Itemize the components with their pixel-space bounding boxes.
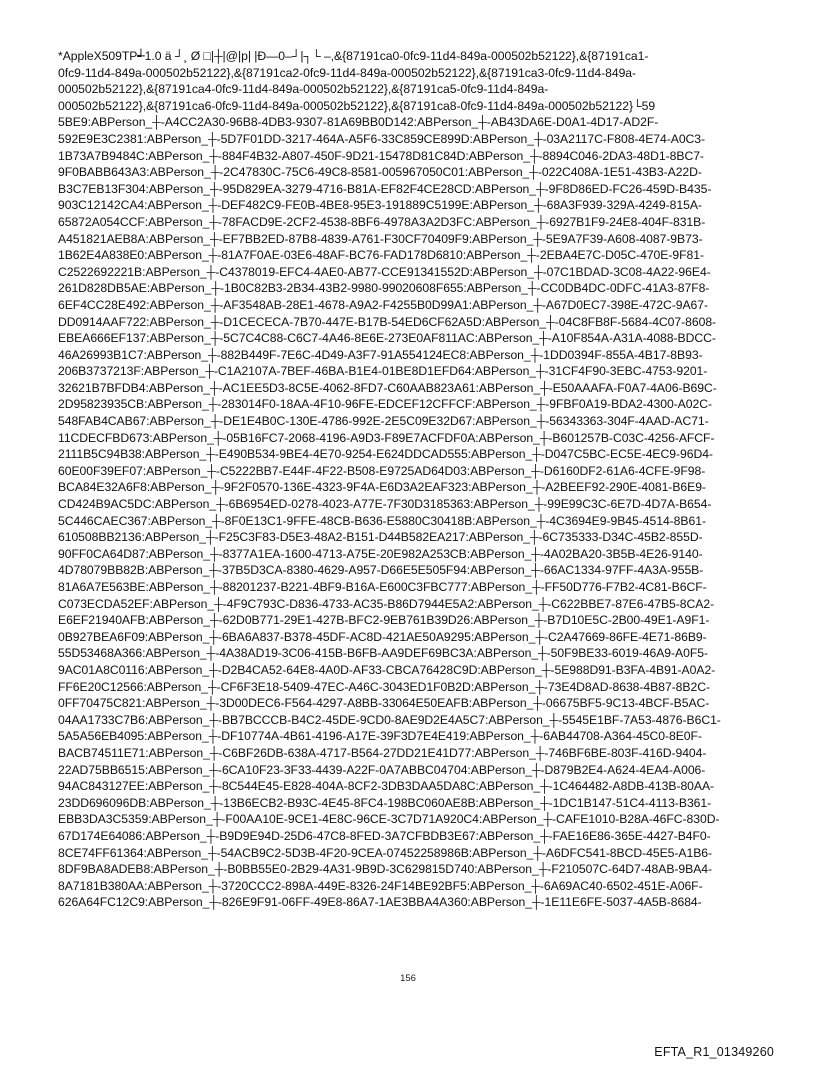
text-line: CD424B9AC5DC:ABPerson_┼-6B6954ED-0278-4023-A77E-7F30D3185363:ABPerson_┼-99E99C3C-6E7D-4D7A-B654- bbox=[58, 497, 712, 512]
text-line: B3C7EB13F304:ABPerson_┼-95D829EA-3279-4716-B81A-EF82F4CE28CD:ABPerson_┼-9F8D86ED-FC26-459D-B435- bbox=[58, 181, 712, 196]
text-line: 94AC843127EE:ABPerson_┼-8C544E45-E828-404A-8CF2-3DB3DAA5DA8C:ABPerson_┼-1C464482-A8DB-413B-80AA- bbox=[58, 779, 715, 794]
text-line: 60E00F39EF07:ABPerson_┼-C5222BB7-E44F-4F22-B508-E9725AD64D03:ABPerson_┼-D6160DF2-61A6-4CFE-9F98- bbox=[58, 463, 706, 478]
text-line: BACB74511E71:ABPerson_┼-C6BF26DB-638A-4717-B564-27DD21E41D77:ABPerson_┼-746BF6BE-803F-416D-9404- bbox=[58, 745, 707, 760]
text-line: 1B73A7B9484C:ABPerson_┼-884F4B32-A807-450F-9D21-15478D81C84D:ABPerson_┼-8894C046-2DA3-48D1-8BC7- bbox=[58, 148, 704, 163]
text-line: 2D95823935CB:ABPerson_┼-283014F0-18AA-4F10-96FE-EDCEF12CFFCF:ABPerson_┼-9FBF0A19-BDA2-4300-A02C- bbox=[58, 397, 712, 412]
text-line: 65872A054CCF:ABPerson_┼-78FACD9E-2CF2-4538-8BF6-4978A3A2D3FC:ABPerson_┼-6927B1F9-24E8-404F-831B- bbox=[58, 214, 706, 229]
text-line: E6EF21940AFB:ABPerson_┼-62D0B771-29E1-427B-BFC2-9EB761B39D26:ABPerson_┼-B7D10E5C-2B00-49E1-A9F1- bbox=[58, 613, 710, 628]
text-line: 0fc9-11d4-849a-000502b52122},&{87191ca2-0fc9-11d4-849a-000502b52122},&{87191ca3-0fc9-11d4-849a- bbox=[58, 65, 637, 80]
text-line: A451821AEB8A:ABPerson_┼-EF7BB2ED-87B8-4839-A761-F30CF70409F9:ABPerson_┼-5E9A7F39-A608-4087-9B73- bbox=[58, 231, 703, 246]
text-line: 6EF4CC28E492:ABPerson_┼-AF3548AB-28E1-4678-A9A2-F4255B0D99A1:ABPerson_┼-A67D0EC7-398E-472C-9A67- bbox=[58, 297, 708, 312]
text-line: 626A64FC12C9:ABPerson_┼-826E9F91-06FF-49E8-86A7-1AE3BBA4A360:ABPerson_┼-1E11E6FE-5037-4A5B-8684- bbox=[58, 895, 702, 910]
text-line: 32621B7BFDB4:ABPerson_┼-AC1EE5D3-8C5E-4062-8FD7-C60AAB823A61:ABPerson_┼-E50AAAFA-F0A7-4A06-B69C- bbox=[58, 380, 717, 395]
text-line: 1B62E4A838E0:ABPerson_┼-81A7F0AE-03E6-48AF-BC76-FAD178D6810:ABPerson_┼-2EBA4E7C-D05C-470E-9F81- bbox=[58, 248, 704, 263]
text-line: 8CE74FF61364:ABPerson_┼-54ACB9C2-5D3B-4F20-9CEA-07452258986B:ABPerson_┼-A6DFC541-8BCD-45E5-A1B6- bbox=[58, 845, 713, 860]
text-line: 9AC01A8C0116:ABPerson_┼-D2B4CA52-64E8-4A0D-AF33-CBCA76428C9D:ABPerson_┼-5E988D91-B3FA-4B91-A0A2- bbox=[58, 662, 716, 677]
text-line: 206B3737213F:ABPerson_┼-C1A2107A-7BEF-46BA-B1E4-01BE8D1EFD64:ABPerson_┼-31CF4F90-3EBC-4753-9201- bbox=[58, 364, 708, 379]
text-line: EBEA666EF137:ABPerson_┼-5C7C4C88-C6C7-4A46-8E6E-273E0AF811AC:ABPerson_┼-A10F854A-A31A-4088-BDCC- bbox=[58, 331, 716, 346]
text-line: 23DD696096DB:ABPerson_┼-13B6ECB2-B93C-4E45-8FC4-198BC060AE8B:ABPerson_┼-1DC1B147-51C4-4113-B361- bbox=[58, 795, 712, 810]
page-number: 156 bbox=[400, 973, 416, 984]
text-line: 55D53468A366:ABPerson_┼-4A38AD19-3C06-415B-B6FB-AA9DEF69BC3A:ABPerson_┼-50F9BE33-6019-46A9-A0F5- bbox=[58, 646, 708, 661]
text-line: 9F0BABB643A3:ABPerson_┼-2C47830C-75C6-49C8-8581-005967050C01:ABPerson_┼-022C408A-1E51-43B3-A22D- bbox=[58, 165, 702, 180]
text-line: 548FAB4CAB67:ABPerson_┼-DE1E4B0C-130E-4786-992E-2E5C09E32D67:ABPerson_┼-56343363-304F-4AAD-AC71- bbox=[58, 414, 709, 429]
text-line: DD0914AAF722:ABPerson_┼-D1CECECA-7B70-447E-B17B-54ED6CF62A5D:ABPerson_┼-04C8FB8F-5684-4C07-8608- bbox=[58, 314, 717, 329]
text-line: 2111B5C94B38:ABPerson_┼-E490B534-9BE4-4E70-9254-E624DDCAD555:ABPerson_┼-D047C5BC-EC5E-4EC9-96D4- bbox=[58, 447, 713, 462]
text-line: EBB3DA3C5359:ABPerson_┼-F00AA10E-9CE1-4E8C-96CE-3C7D71A920C4:ABPerson_┼-CAFE1010-B28A-46FC-830D- bbox=[58, 812, 720, 827]
text-line: 903C12142CA4:ABPerson_┼-DEF482C9-FE0B-4BE8-95E3-191889C5199E:ABPerson_┼-68A3F939-329A-4249-815A- bbox=[58, 198, 702, 213]
text-line: 000502b52122},&{87191ca4-0fc9-11d4-849a-000502b52122},&{87191ca5-0fc9-11d4-849a- bbox=[58, 82, 549, 97]
text-line: 0B927BEA6F09:ABPerson_┼-6BA6A837-B378-45DF-AC8D-421AE50A9295:ABPerson_┼-C2A47669-86FE-4E71-86B9- bbox=[58, 629, 707, 644]
text-line: 04AA1733C7B6:ABPerson_┼-BB7BCCCB-B4C2-45DE-9CD0-8AE9D2E4A5C7:ABPerson_┼-5545E1BF-7A53-4876-B6C1- bbox=[58, 712, 721, 727]
text-line: 261D828DB5AE:ABPerson_┼-1B0C82B3-2B34-43B2-9980-99020608F655:ABPerson_┼-CC0DB4DC-0DFC-41A3-87F8- bbox=[58, 281, 710, 296]
text-line: 11CDECFBD673:ABPerson_┼-05B16FC7-2068-4196-A9D3-F89E7ACFDF0A:ABPerson_┼-B601257B-C03C-4256-AFCF- bbox=[58, 430, 715, 445]
text-line: 5A5A56EB4095:ABPerson_┼-DF10774A-4B61-4196-A17E-39F3D7E4E419:ABPerson_┼-6AB44708-A364-45C0-8E0F- bbox=[58, 729, 702, 744]
text-line: C2522692221B:ABPerson_┼-C4378019-EFC4-4AE0-AB77-CCE91341552D:ABPerson_┼-07C1BDAD-3C08-4A22-96E4- bbox=[58, 264, 711, 279]
text-line: 000502b52122},&{87191ca6-0fc9-11d4-849a-000502b52122},&{87191ca8-0fc9-11d4-849a-000502b52122}└59 bbox=[58, 98, 656, 113]
text-line: 592E9E3C2381:ABPerson_┼-5D7F01DD-3217-464A-A5F6-33C859CE899D:ABPerson_┼-03A2117C-F808-4E74-A0C3- bbox=[58, 131, 706, 146]
bates-number: EFTA_R1_01349260 bbox=[654, 1045, 774, 1059]
text-line: C073ECDA52EF:ABPerson_┼-4F9C793C-D836-4733-AC35-B86D7944E5A2:ABPerson_┼-C622BBE7-87E6-47B5-8CA2- bbox=[58, 596, 715, 611]
text-line: BCA84E32A6F8:ABPerson_┼-9F2F0570-136E-4323-9F4A-E6D3A2EAF323:ABPerson_┼-A2BEEF92-290E-4081-B6E9- bbox=[58, 480, 706, 495]
text-line: 5C446CAEC367:ABPerson_┼-8F0E13C1-9FFE-48CB-B636-E5880C30418B:ABPerson_┼-4C3694E9-9B45-4514-8B61- bbox=[58, 513, 706, 528]
document-body-text bbox=[58, 48, 766, 911]
text-line: 90FF0CA64D87:ABPerson_┼-8377A1EA-1600-4713-A75E-20E982A253CB:ABPerson_┼-4A02BA20-3B5B-4E26-9140- bbox=[58, 546, 703, 561]
text-line: 8DF9BA8ADEB8:ABPerson_┼-B0BB55E0-2B29-4A31-9B9D-3C629815D740:ABPerson_┼-F210507C-64D7-48AB-9BA4- bbox=[58, 862, 713, 877]
text-line: 4D78079BB82B:ABPerson_┼-37B5D3CA-8380-4629-A957-D66E5E505F94:ABPerson_┼-66AC1334-97FF-4A3A-955B- bbox=[58, 563, 704, 578]
text-line: FF6E20C12566:ABPerson_┼-CF6F3E18-5409-47EC-A46C-3043ED1F0B2D:ABPerson_┼-73E4D8AD-8638-4B87-8B2C- bbox=[58, 679, 710, 694]
text-line: 22AD75BB6515:ABPerson_┼-6CA10F23-3F33-4439-A22F-0A7ABBC04704:ABPerson_┼-D879B2E4-A624-4EA4-A006- bbox=[58, 762, 706, 777]
text-line: 8A7181B380AA:ABPerson_┼-3720CCC2-898A-449E-8326-24F14BE92BF5:ABPerson_┼-6A69AC40-6502-451E-A06F- bbox=[58, 878, 703, 893]
text-line: *AppleX509TP┵1.0 ä ┘¸ Ø □|┼|@|p| |Ð—0–┘|┐└ –,&{87191ca0-0fc9-11d4-849a-000502b52122},&{87191ca1- bbox=[58, 49, 649, 63]
text-line: 0FF70475C821:ABPerson_┼-3D00DEC6-F564-4297-A8BB-33064E50EAFB:ABPerson_┼-06675BF5-9C13-4BCF-B5AC- bbox=[58, 696, 710, 711]
text-line: 81A6A7E563BE:ABPerson_┼-88201237-B221-4BF9-B16A-E600C3FBC777:ABPerson_┼-FF50D776-F7B2-4C81-B6CF- bbox=[58, 580, 707, 594]
text-line: 67D174E64086:ABPerson_┼-B9D9E94D-25D6-47C8-8FED-3A7CFBDB3E67:ABPerson_┼-FAE16E86-365E-4427-B4F0- bbox=[58, 828, 711, 843]
text-line: 5BE9:ABPerson_┼-A4CC2A30-96B8-4DB3-9307-81A69BB0D142:ABPerson_┼-AB43DA6E-D0A1-4D17-AD2F- bbox=[58, 115, 659, 130]
text-line: 46A26993B1C7:ABPerson_┼-882B449F-7E6C-4D49-A3F7-91A554124EC8:ABPerson_┼-1DD0394F-855A-4B17-8B93- bbox=[58, 347, 703, 362]
text-line: 610508BB2136:ABPerson_┼-F25C3F83-D5E3-48A2-B151-D44B582EA217:ABPerson_┼-6C735333-D34C-45B2-855D- bbox=[58, 530, 703, 545]
